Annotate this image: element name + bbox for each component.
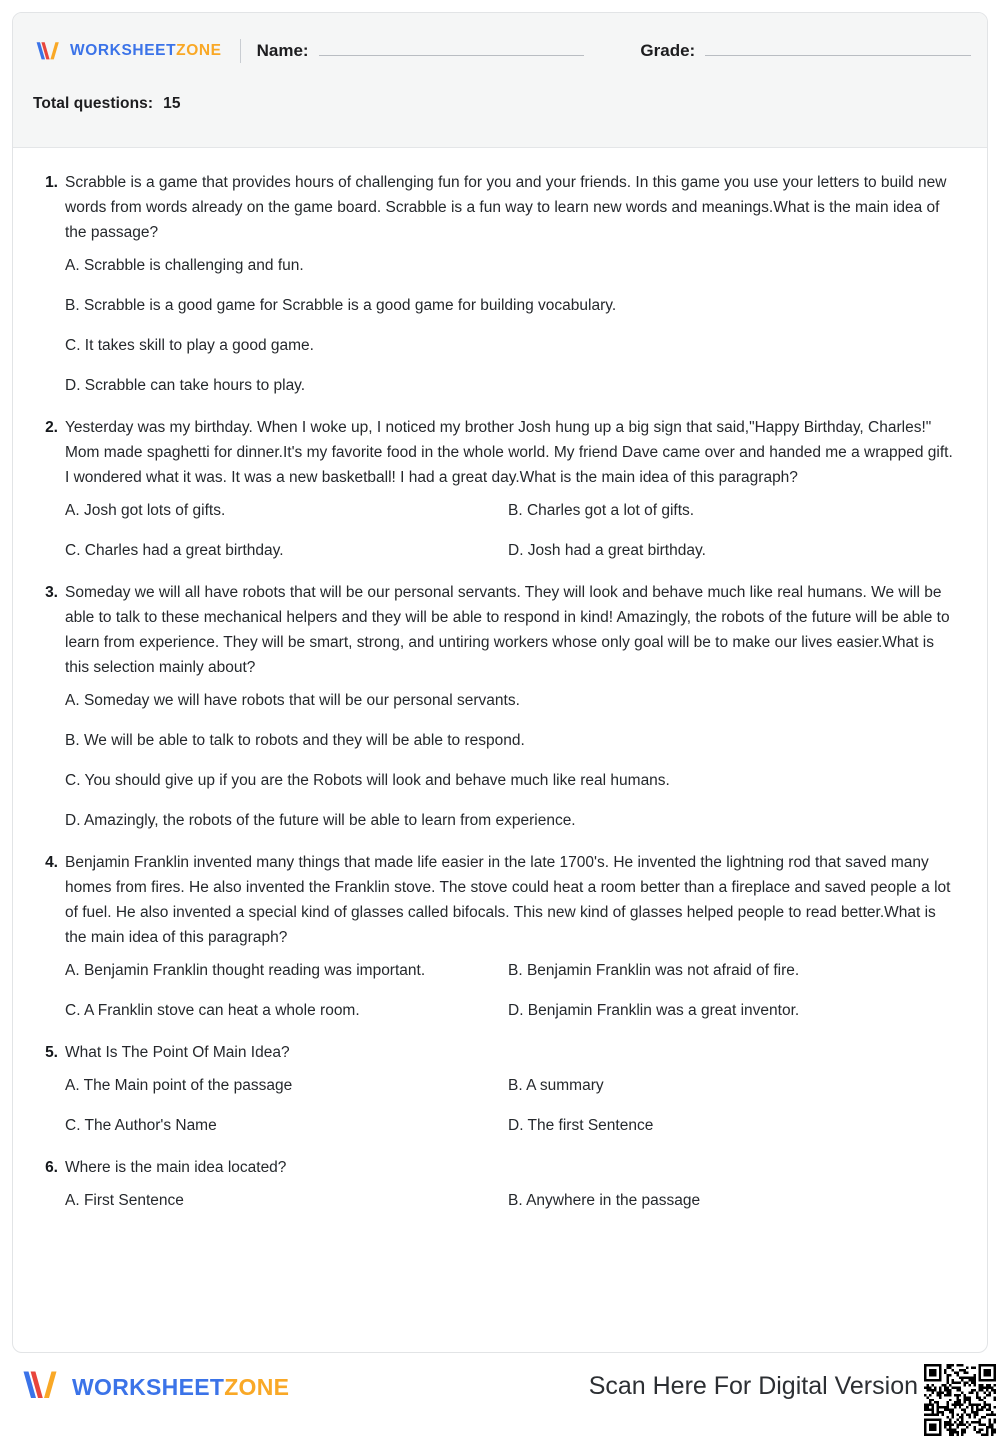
worksheet-card bbox=[12, 12, 988, 1353]
question-body bbox=[65, 170, 953, 397]
answer-option[interactable]: A. Benjamin Franklin thought reading was important. bbox=[65, 962, 426, 979]
answer-option[interactable]: A. Scrabble is challenging and fun. bbox=[65, 257, 304, 274]
brand-logo-text bbox=[70, 42, 222, 60]
answer-option[interactable]: D. Benjamin Franklin was a great inventor. bbox=[508, 1002, 800, 1019]
answer-option[interactable]: C. The Author's Name bbox=[65, 1117, 217, 1134]
questions-list bbox=[13, 148, 987, 1240]
question-body bbox=[65, 850, 953, 1022]
brand-logo bbox=[33, 40, 222, 62]
question-body bbox=[65, 1040, 953, 1137]
question-text: Where is the main idea located? bbox=[65, 1159, 287, 1176]
total-questions-label: Total questions: bbox=[33, 95, 154, 112]
question-body bbox=[65, 1155, 953, 1212]
name-input-line[interactable] bbox=[319, 44, 585, 56]
question-item bbox=[39, 1155, 953, 1212]
answer-options bbox=[65, 960, 953, 1022]
question-number: 6. bbox=[45, 1159, 58, 1176]
worksheet-header bbox=[13, 13, 987, 148]
answer-option[interactable]: B. We will be able to talk to robots and they will be able to respond. bbox=[65, 732, 525, 749]
answer-option[interactable]: D. Amazingly, the robots of the future will be able to learn from experience. bbox=[65, 812, 576, 829]
question-item bbox=[39, 170, 953, 397]
answer-option[interactable]: D. Josh had a great birthday. bbox=[508, 542, 706, 559]
question-number: 5. bbox=[45, 1044, 58, 1061]
brand-word-secondary: ZONE bbox=[176, 42, 222, 59]
answer-option[interactable]: D. The first Sentence bbox=[508, 1117, 654, 1134]
scan-here-text: Scan Here For Digital Version bbox=[588, 1372, 918, 1400]
brand-word-primary: WORKSHEET bbox=[70, 42, 177, 59]
answer-option[interactable]: A. The Main point of the passage bbox=[65, 1077, 293, 1094]
question-item bbox=[39, 580, 953, 832]
grade-field[interactable] bbox=[640, 41, 971, 61]
page-footer bbox=[0, 1362, 1000, 1414]
qr-code-icon[interactable] bbox=[924, 1364, 996, 1436]
answer-option[interactable]: D. Scrabble can take hours to play. bbox=[65, 377, 306, 394]
question-text: What Is The Point Of Main Idea? bbox=[65, 1044, 290, 1061]
grade-label: Grade: bbox=[640, 41, 696, 60]
answer-option[interactable]: C. It takes skill to play a good game. bbox=[65, 337, 314, 354]
question-number: 2. bbox=[45, 419, 58, 436]
question-text: Someday we will all have robots that will be our personal servants. They will look and behave much like real humans. We will be able to talk to these mechanical helpers and they will be able to respond in kind! Amazingly, the robots of the future will be able to learn from experience. They will be smart, strong, and untiring workers whose only goal will be to make our lives easier.What is this selection mainly about? bbox=[65, 584, 950, 676]
answer-options bbox=[65, 1075, 953, 1137]
answer-option[interactable]: B. Anywhere in the passage bbox=[508, 1192, 701, 1209]
answer-option[interactable]: B. Benjamin Franklin was not afraid of fire. bbox=[508, 962, 800, 979]
question-text: Scrabble is a game that provides hours of challenging fun for you and your friends. In this game you use your letters to build new words from words already on the game board. Scrabble is a fun way to learn new words and meanings.What is the main idea of the passage? bbox=[65, 174, 947, 241]
answer-option[interactable]: A. Someday we will have robots that will be our personal servants. bbox=[65, 692, 520, 709]
answer-option[interactable]: B. Scrabble is a good game for Scrabble is a good game for building vocabulary. bbox=[65, 297, 617, 314]
answer-option[interactable]: B. Charles got a lot of gifts. bbox=[508, 502, 695, 519]
answer-option[interactable]: C. You should give up if you are the Robots will look and behave much like real humans. bbox=[65, 772, 670, 789]
answer-option[interactable]: B. A summary bbox=[508, 1077, 604, 1094]
question-item bbox=[39, 1040, 953, 1137]
footer-word-primary: WORKSHEET bbox=[72, 1374, 225, 1400]
question-number: 1. bbox=[45, 174, 58, 191]
answer-option[interactable]: C. Charles had a great birthday. bbox=[65, 542, 284, 559]
answer-option[interactable]: A. First Sentence bbox=[65, 1192, 184, 1209]
answer-option[interactable]: A. Josh got lots of gifts. bbox=[65, 502, 226, 519]
answer-options bbox=[65, 1190, 953, 1212]
total-questions bbox=[33, 95, 181, 113]
header-divider bbox=[240, 39, 241, 63]
question-item bbox=[39, 415, 953, 562]
name-label: Name: bbox=[256, 41, 309, 60]
answer-options bbox=[65, 255, 953, 397]
footer-word-secondary: ZONE bbox=[224, 1374, 290, 1400]
total-questions-count: 15 bbox=[163, 95, 181, 112]
answer-options bbox=[65, 500, 953, 562]
question-text: Yesterday was my birthday. When I woke up, I noticed my brother Josh hung up a big sign that said,"Happy Birthday, Charles!" Mom made spaghetti for dinner.It's my favorite food in the whole world. My friend Dave came over and handed me a wrapped gift. I wondered what it was. It was a new basketball! I had a great day.What is the main idea of this paragraph? bbox=[65, 419, 953, 486]
question-number: 4. bbox=[45, 854, 58, 871]
worksheetzone-w-icon bbox=[33, 40, 63, 62]
question-text: Benjamin Franklin invented many things that made life easier in the late 1700's. He invented the lightning rod that saved many homes from fires. He also invented the Franklin stove. The stove could heat a room better than a fireplace and saved people a lot of fuel. He also invented a special kind of glasses called bifocals. This new kind of glasses helped people to read better.What is the main idea of this paragraph? bbox=[65, 854, 951, 946]
question-item bbox=[39, 850, 953, 1022]
footer-brand-text bbox=[72, 1374, 289, 1401]
name-field[interactable] bbox=[257, 41, 585, 61]
question-body bbox=[65, 580, 953, 832]
header-top-row bbox=[33, 31, 971, 71]
answer-option[interactable]: C. A Franklin stove can heat a whole room. bbox=[65, 1002, 360, 1019]
question-body bbox=[65, 415, 953, 562]
question-number: 3. bbox=[45, 584, 58, 601]
grade-input-line[interactable] bbox=[705, 44, 971, 56]
answer-options bbox=[65, 690, 953, 832]
worksheetzone-w-icon bbox=[18, 1368, 62, 1407]
footer-brand-logo bbox=[18, 1368, 289, 1407]
